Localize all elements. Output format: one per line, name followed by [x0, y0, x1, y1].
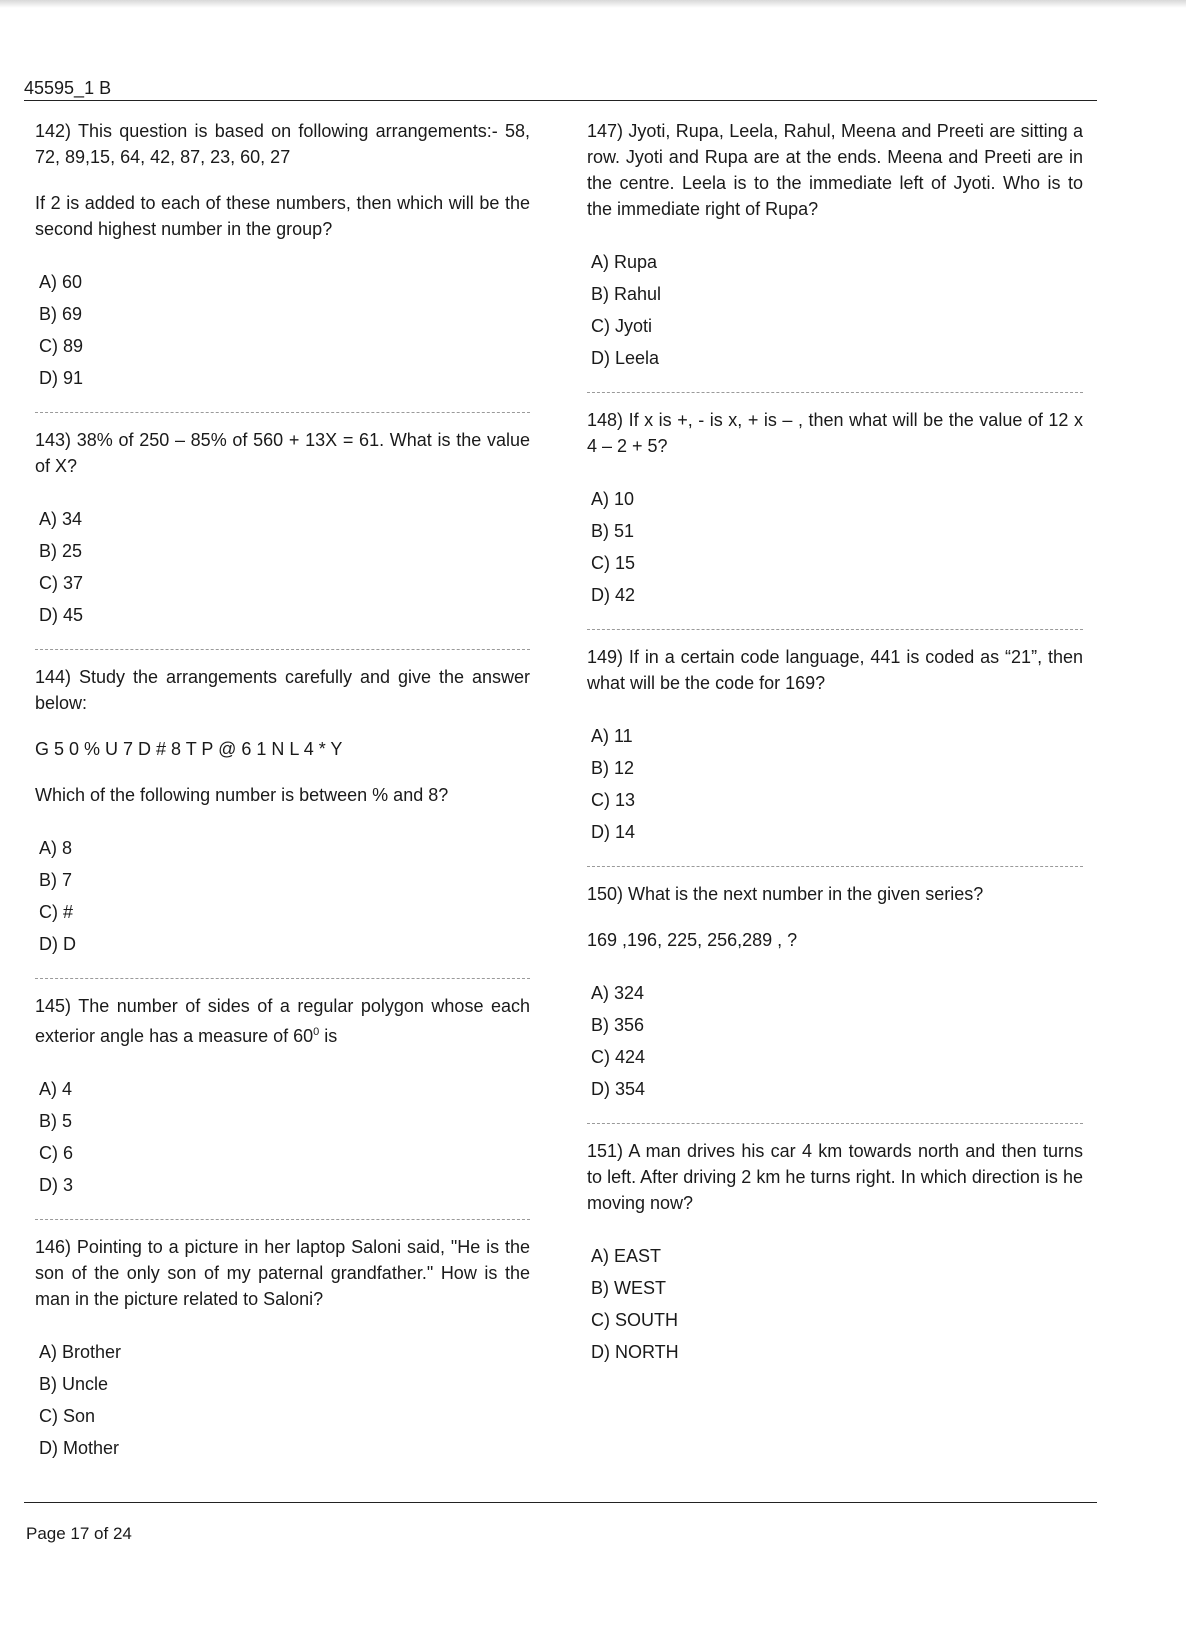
- answer-options: [591, 483, 1083, 611]
- answer-option: C) 424: [591, 1047, 646, 1067]
- answer-option: C) 13: [591, 790, 636, 810]
- answer-option: A) 34: [39, 509, 83, 529]
- question-separator: [35, 649, 530, 650]
- question-text: This question is based on following arrangements:- 58, 72, 89,15, 64, 42, 87, 23, 60, 27: [35, 121, 530, 167]
- question-detail: Which of the following number is between % and 8?: [35, 785, 449, 805]
- question-147: [587, 118, 1083, 374]
- answer-option: A) 11: [591, 726, 633, 746]
- scan-edge-shadow: [0, 0, 1186, 8]
- question-separator: [587, 866, 1083, 867]
- answer-option: D) 91: [39, 368, 84, 388]
- answer-option: C) 15: [591, 553, 636, 573]
- answer-option: A) 10: [591, 489, 635, 509]
- question-detail: If 2 is added to each of these numbers, then which will be the second highest number in the group?: [35, 193, 530, 239]
- question-text: If x is +, - is x, + is – , then what will be the value of 12 x 4 – 2 + 5?: [587, 410, 1083, 456]
- answer-option: B) 12: [591, 758, 635, 778]
- question-stem: [587, 407, 1083, 459]
- question-144: [35, 664, 530, 960]
- question-number: 142): [35, 121, 72, 141]
- answer-options: [591, 720, 1083, 848]
- question-stem: [35, 427, 530, 479]
- answer-option: B) 25: [39, 541, 83, 561]
- question-number: 151): [587, 1141, 624, 1161]
- question-151: [587, 1138, 1083, 1368]
- answer-option: A) 60: [39, 272, 83, 292]
- question-separator: [587, 1123, 1083, 1124]
- degree-superscript: 0: [313, 1026, 320, 1038]
- question-number: 148): [587, 410, 624, 430]
- answer-option: D) 42: [591, 585, 636, 605]
- answer-option: D) 14: [591, 822, 636, 842]
- question-number: 143): [35, 430, 72, 450]
- answer-option: A) 4: [39, 1079, 73, 1099]
- answer-option: C) Jyoti: [591, 316, 653, 336]
- answer-option: B) 51: [591, 521, 635, 541]
- answer-option: D) Leela: [591, 348, 660, 368]
- answer-options: [39, 503, 530, 631]
- footer-rule: [24, 1502, 1097, 1503]
- answer-options: [591, 1240, 1083, 1368]
- question-text: Pointing to a picture in her laptop Saloni said, "He is the son of the only son of my paternal grandfather." How is the man in the picture related to Saloni?: [35, 1237, 530, 1309]
- answer-option: D) 45: [39, 605, 84, 625]
- question-148: [587, 407, 1083, 611]
- question-stem: [587, 1138, 1083, 1216]
- question-142: [35, 118, 530, 394]
- answer-option: B) 356: [591, 1015, 645, 1035]
- page-number: Page 17 of 24: [26, 1524, 132, 1543]
- question-number: 146): [35, 1237, 72, 1257]
- answer-options: [591, 246, 1083, 374]
- question-stem: [587, 644, 1083, 696]
- question-stem: [587, 118, 1083, 222]
- answer-option: C) #: [39, 902, 74, 922]
- question-text: If in a certain code language, 441 is coded as “21”, then what will be the code for 169?: [587, 647, 1083, 693]
- paper-code: 45595_1 B: [24, 78, 112, 98]
- question-separator: [35, 1219, 530, 1220]
- answer-option: B) 7: [39, 870, 73, 890]
- question-146: [35, 1234, 530, 1464]
- question-text: A man drives his car 4 km towards north and then turns to left. After driving 2 km he turns right. In which direction is he moving now?: [587, 1141, 1083, 1213]
- answer-option: A) Brother: [39, 1342, 122, 1362]
- question-text-tail: is: [319, 1026, 338, 1046]
- header-rule: [24, 100, 1097, 101]
- answer-option: A) 8: [39, 838, 73, 858]
- answer-option: C) 37: [39, 573, 84, 593]
- question-number: 149): [587, 647, 624, 667]
- answer-option: A) Rupa: [591, 252, 658, 272]
- question-number: 150): [587, 884, 624, 904]
- answer-option: D) 354: [591, 1079, 646, 1099]
- question-stem: [587, 881, 1083, 907]
- question-detail: 169 ,196, 225, 256,289 , ?: [587, 930, 798, 950]
- answer-option: B) Rahul: [591, 284, 662, 304]
- question-stem: [35, 664, 530, 716]
- question-text: Study the arrangements carefully and give the answer below:: [35, 667, 530, 713]
- question-text: 38% of 250 – 85% of 560 + 13X = 61. What is the value of X?: [35, 430, 530, 476]
- question-separator: [587, 392, 1083, 393]
- question-text: What is the next number in the given series?: [628, 884, 984, 904]
- answer-option: C) Son: [39, 1406, 96, 1426]
- answer-option: D) Mother: [39, 1438, 120, 1458]
- answer-option: D) D: [39, 934, 76, 954]
- answer-options: [39, 832, 530, 960]
- answer-option: C) 89: [39, 336, 84, 356]
- answer-options: [39, 1073, 530, 1201]
- question-separator: [587, 629, 1083, 630]
- question-150: [587, 881, 1083, 1105]
- question-number: 144): [35, 667, 72, 687]
- answer-option: D) NORTH: [591, 1342, 679, 1362]
- answer-option: C) SOUTH: [591, 1310, 678, 1330]
- answer-option: B) 5: [39, 1111, 73, 1131]
- answer-option: A) 324: [591, 983, 645, 1003]
- answer-options: [39, 1336, 530, 1464]
- question-number: 145): [35, 996, 72, 1016]
- question-143: [35, 427, 530, 631]
- question-separator: [35, 978, 530, 979]
- question-stem: [35, 118, 530, 170]
- question-stem: [35, 1234, 530, 1312]
- question-detail: G 5 0 % U 7 D # 8 T P @ 6 1 N L 4 * Y: [35, 739, 343, 759]
- question-145: [35, 993, 530, 1201]
- answer-options: [591, 977, 1083, 1105]
- question-separator: [35, 412, 530, 413]
- answer-options: [39, 266, 530, 394]
- question-stem: [35, 993, 530, 1049]
- answer-option: D) 3: [39, 1175, 74, 1195]
- answer-option: B) 69: [39, 304, 83, 324]
- right-column: [587, 118, 1083, 1368]
- left-column: [35, 118, 530, 1464]
- question-text: The number of sides of a regular polygon whose each exterior angle has a measure of 60: [35, 996, 530, 1046]
- answer-option: B) Uncle: [39, 1374, 109, 1394]
- answer-option: C) 6: [39, 1143, 74, 1163]
- question-number: 147): [587, 121, 624, 141]
- question-text: Jyoti, Rupa, Leela, Rahul, Meena and Preeti are sitting a row. Jyoti and Rupa are at the ends. Meena and Preeti are in the centre. Leela is to the immediate left of Jyoti. Who is to the immediate right of Rupa?: [587, 121, 1083, 219]
- question-149: [587, 644, 1083, 848]
- answer-option: A) EAST: [591, 1246, 662, 1266]
- answer-option: B) WEST: [591, 1278, 666, 1298]
